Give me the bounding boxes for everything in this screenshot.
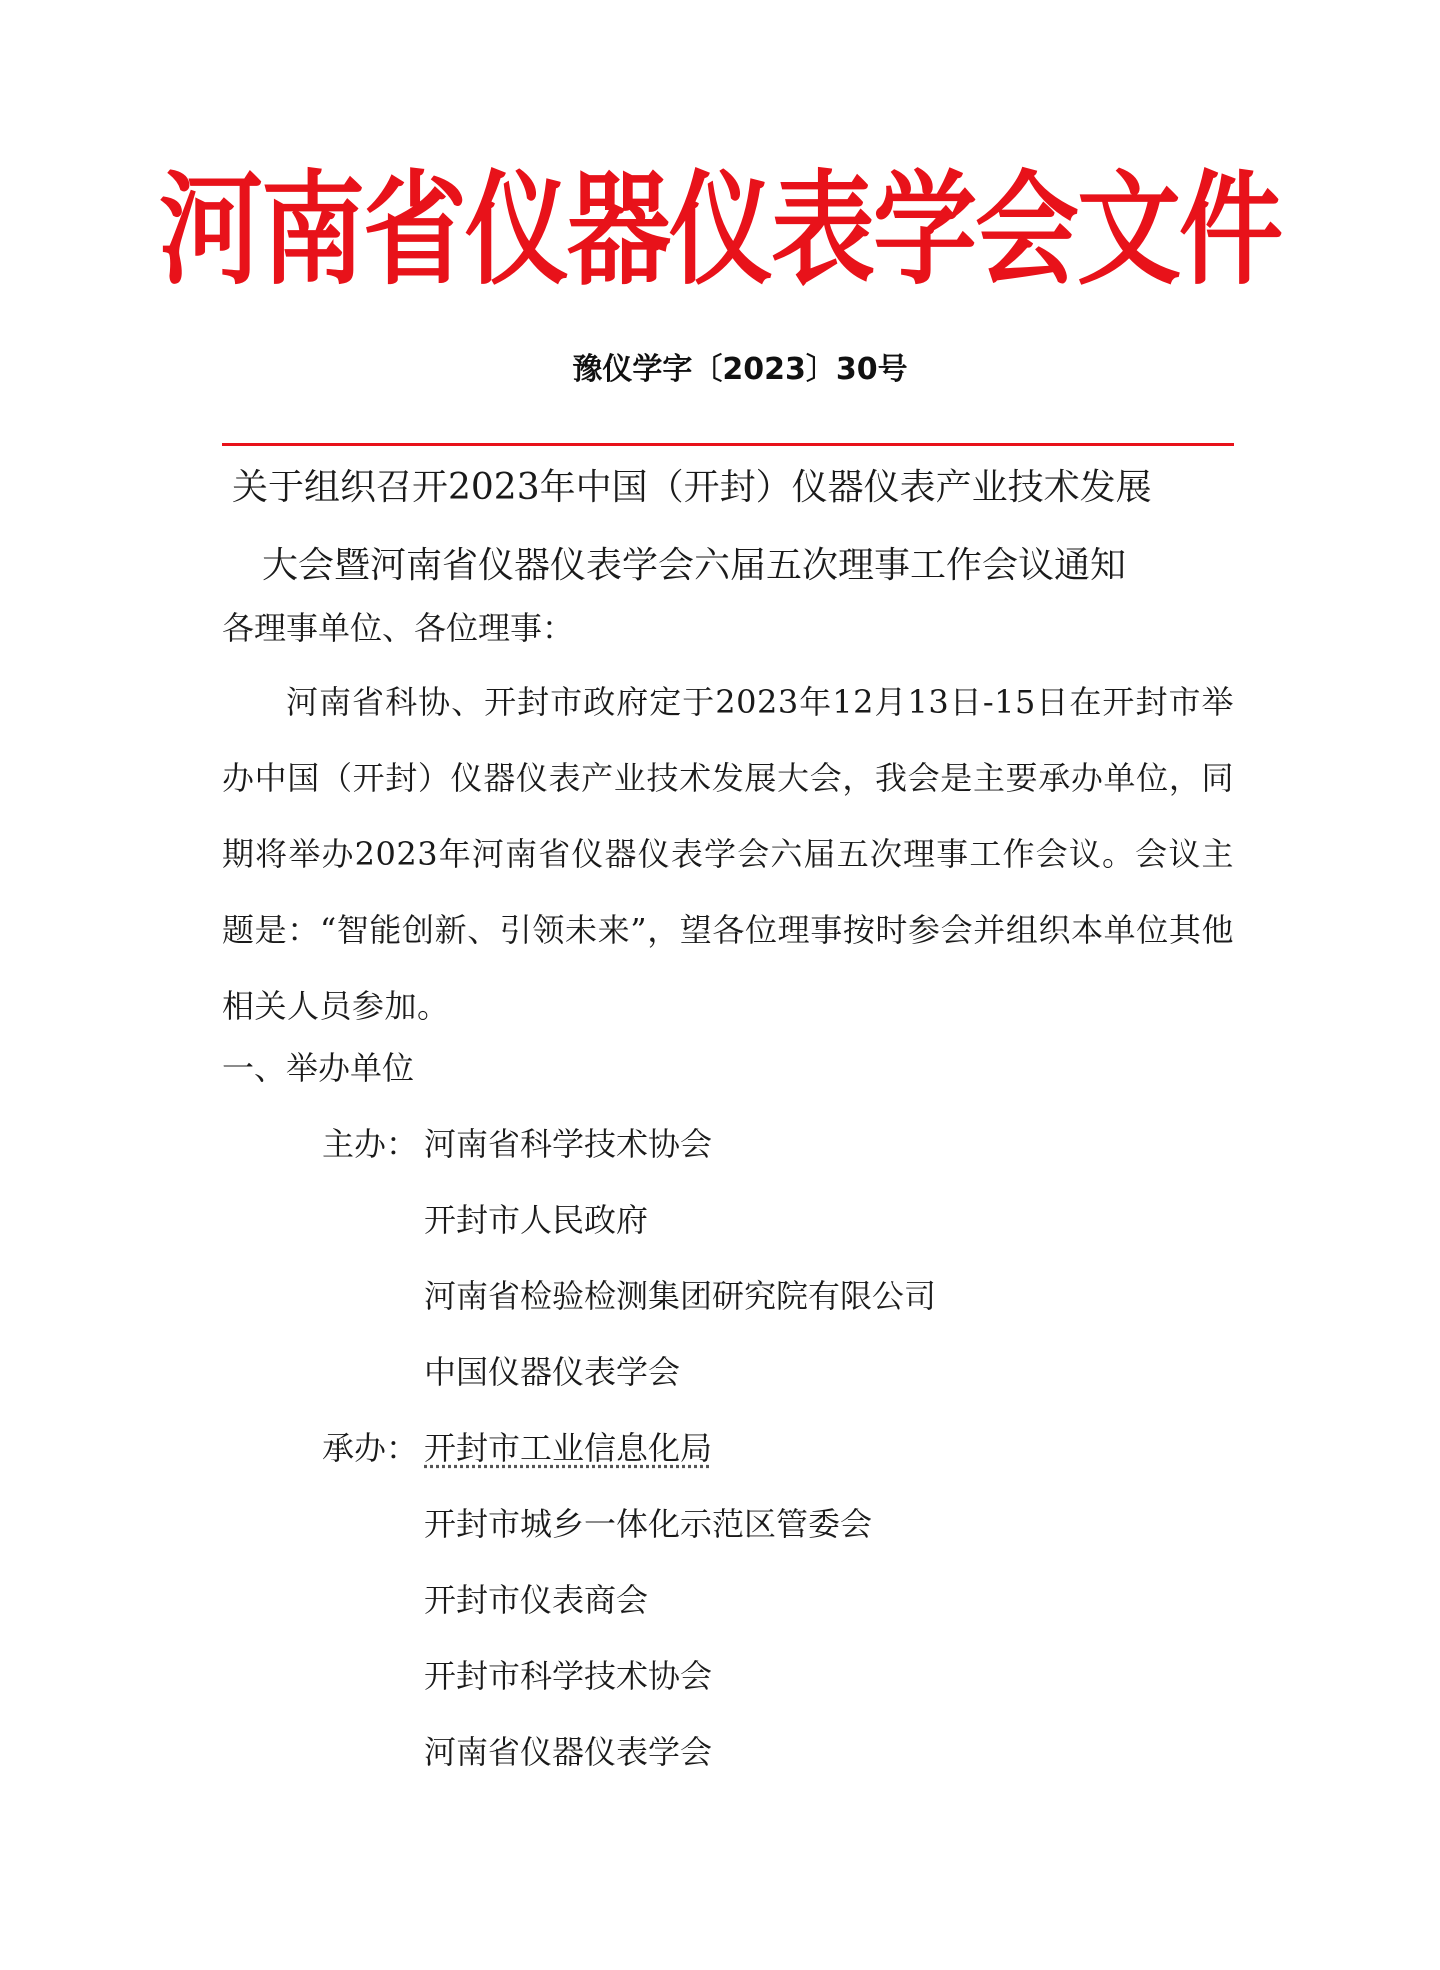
salutation: 各理事单位、各位理事： — [222, 609, 575, 647]
notice-title-line-1: 关于组织召开2023年中国（开封）仪器仪表产业技术发展 — [232, 467, 1152, 508]
notice-title-line-2: 大会暨河南省仪器仪表学会六届五次理事工作会议通知 — [262, 545, 1127, 586]
organizer-item: 开封市科学技术协会 — [424, 1657, 713, 1695]
organizer-item: 开封市工业信息化局 — [424, 1429, 713, 1467]
body-paragraph: 河南省科协、开封市政府定于2023年12月13日-15日在开封市举办中国（开封）仪器仪表产业技术发展大会，我会是主要承办单位，同期将举办2023年河南省仪器仪表学会六届五次理事工作会议。会议主题是：“智能创新、引领未来”，望各位理事按时参会并组织本单位其他相关人员参加。 — [222, 683, 1234, 1025]
organizer-item: 河南省仪器仪表学会 — [424, 1733, 713, 1771]
sponsor-item: 河南省检验检测集团研究院有限公司 — [424, 1277, 937, 1315]
document-number: 豫仪学字〔2023〕30号 — [572, 352, 908, 387]
sponsors-label: 主办： — [322, 1125, 419, 1163]
sponsor-item: 开封市人民政府 — [424, 1201, 649, 1239]
red-divider — [222, 443, 1234, 446]
masthead-title: 河南省仪器仪表学会文件 — [158, 158, 1281, 302]
organizers-label: 承办： — [322, 1429, 419, 1467]
section-heading-organizing-units: 一、举办单位 — [222, 1049, 415, 1087]
organizer-item: 开封市城乡一体化示范区管委会 — [424, 1505, 873, 1543]
sponsor-item: 中国仪器仪表学会 — [424, 1353, 681, 1391]
sponsor-item: 河南省科学技术协会 — [424, 1125, 713, 1163]
organizer-item: 开封市仪表商会 — [424, 1581, 649, 1619]
